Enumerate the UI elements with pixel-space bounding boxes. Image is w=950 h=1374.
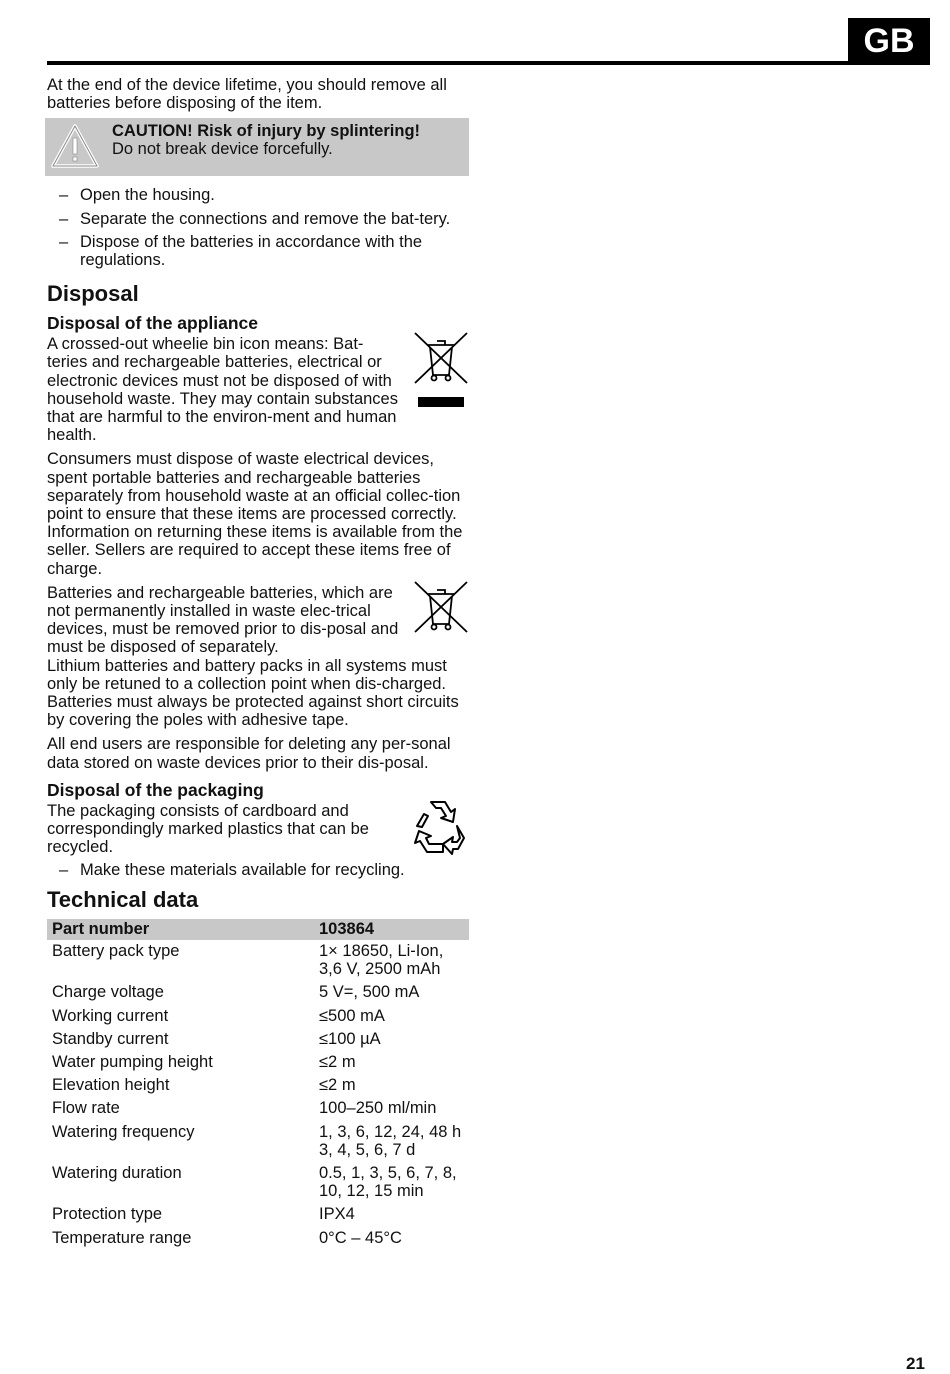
page-number: 21 <box>906 1354 925 1373</box>
caution-title: CAUTION! Risk of injury by splintering! <box>112 122 421 141</box>
intro-paragraph: At the end of the device lifetime, you should remove all batteries before disposing of the item. <box>47 76 447 113</box>
recycle-icon <box>407 796 469 858</box>
table-row: Temperature range 0°C – 45°C <box>52 1228 402 1247</box>
list-item: – Open the housing. <box>59 186 215 205</box>
section-heading-disposal: Disposal <box>47 281 139 307</box>
table-row: Protection type IPX4 <box>52 1205 355 1224</box>
lithium-paragraph: Lithium batteries and battery packs in all systems must only be retuned to a collection point when dis-charged. Batteries must always be protected against short circuits by covering the poles with adhesive tape. <box>47 656 459 730</box>
bin-paragraph-block <box>47 335 469 444</box>
warning-triangle-icon <box>50 123 100 169</box>
table-row: Water pumping height ≤2 m <box>52 1052 356 1071</box>
packaging-paragraph: The packaging consists of cardboard and correspondingly marked plastics that can be recycled. <box>47 801 369 857</box>
section-heading-technical: Technical data <box>47 886 199 912</box>
list-item: – Separate the connections and remove the bat-tery. <box>59 209 451 228</box>
crossed-bin-icon <box>413 580 469 636</box>
language-badge: GB <box>848 18 930 64</box>
table-row: Battery pack type 1× 18650, Li-Ion, 3,6 V, 2500 mAh <box>52 941 444 979</box>
table-row: Watering duration 0.5, 1, 3, 5, 6, 7, 8, 10, 12, 15 min <box>52 1163 457 1201</box>
personal-data-paragraph: All end users are responsible for deleting any per-sonal data stored on waste devices prior to their dis-posal. <box>47 735 451 772</box>
packaging-block <box>47 802 469 879</box>
table-row: Watering frequency 1, 3, 6, 12, 24, 48 h 3, 4, 5, 6, 7 d <box>52 1122 462 1159</box>
list-item: – Dispose of the batteries in accordance with the regulations. <box>59 232 423 270</box>
technical-data-table <box>47 919 469 1250</box>
crossed-bin-bar-icon <box>413 331 469 413</box>
battery-paragraph-block <box>47 584 469 657</box>
header-rule <box>47 61 930 65</box>
removal-steps <box>47 186 469 269</box>
table-row: Part number 103864 <box>47 919 469 940</box>
table-row: Flow rate 100–250 ml/min <box>52 1099 437 1118</box>
main-column <box>47 76 469 1250</box>
table-row: Working current ≤500 mA <box>52 1006 385 1025</box>
caution-text: Do not break device forcefully. <box>112 140 333 159</box>
battery-paragraph: Batteries and rechargeable batteries, which are not permanently installed in waste elec-trical devices, must be removed prior to dis-posal and must be disposed of separately. <box>47 583 399 657</box>
caution-box <box>45 118 469 176</box>
list-item: – Make these materials available for recycling. <box>59 860 405 879</box>
table-row: Charge voltage 5 V=, 500 mA <box>52 983 420 1002</box>
consumer-paragraph: Consumers must dispose of waste electrical devices, spent portable batteries and rechargeable batteries separately from household waste at an official collec-tion point to ensure that these items are processed correctly. Information on returning these items is available from the seller. Sellers are required to accept these items free of charge. <box>47 450 463 578</box>
table-row: Elevation height ≤2 m <box>52 1076 356 1095</box>
subheading-packaging: Disposal of the packaging <box>47 779 264 800</box>
bin-paragraph: A crossed-out wheelie bin icon means: Bat-teries and rechargeable batteries, electrical or electronic devices must not be disposed of with household waste. They may contain substances that are harmful to the environ-ment and human health. <box>47 335 398 445</box>
subheading-appliance: Disposal of the appliance <box>47 313 259 334</box>
table-row: Standby current ≤100 µA <box>52 1029 381 1048</box>
packaging-steps <box>47 861 469 879</box>
